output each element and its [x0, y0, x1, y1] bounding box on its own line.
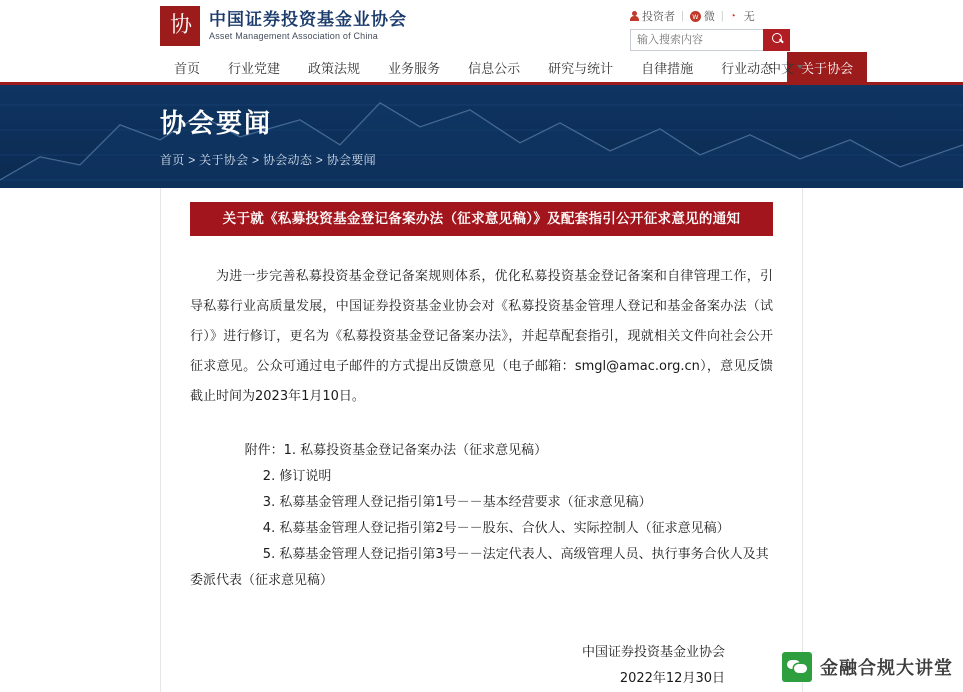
page-body [0, 188, 963, 692]
nav-item-industry-news[interactable]: 行业动态 [721, 60, 774, 76]
header-link-wifi-label: 无 [743, 11, 755, 23]
attachment-item-1[interactable]: 附件：1. 私募投资基金登记备案办法（征求意见稿） [244, 443, 548, 458]
site-logo[interactable] [160, 6, 407, 46]
language-selector[interactable] [768, 52, 803, 82]
watermark-badge [782, 650, 953, 684]
page-title: 协会要闻 [160, 108, 273, 138]
article-paragraph: 为进一步完善私募投资基金登记备案规则体系，优化私募投资基金登记备案和自律管理工作，引导私募行业高质量发展，中国证券投资基金业协会对《私募投资基金管理人登记和基金备案办法（试行）》进行修订，更名为《私募投资基金登记备案办法》，并起草配套指引，现就相关文件向社会公开征求意见。公众可通过电子邮件的方式提出反馈意见（电子邮箱：smgl@amac.org.cn），意见反馈截止时间为2023年1月10日。 [190, 269, 773, 404]
signature-organization: 中国证券投资基金业协会 [581, 645, 725, 660]
header-link-divider-2: | [720, 10, 724, 22]
wifi-icon: ◔ [729, 10, 736, 22]
breadcrumb[interactable]: 首页 > 关于协会 > 协会动态 > 协会要闻 [160, 153, 376, 167]
header-links [630, 8, 790, 24]
search-icon [772, 33, 782, 43]
attachment-item-5[interactable]: 5. 私募基金管理人登记指引第3号－－法定代表人、高级管理人员、执行事务合伙人及其 [262, 547, 769, 562]
wechat-icon [782, 652, 812, 682]
main-navigation [0, 52, 963, 85]
search-input[interactable] [630, 29, 763, 51]
left-margin-strip [0, 188, 161, 692]
right-margin-strip [802, 188, 963, 692]
attachment-item-3[interactable]: 3. 私募基金管理人登记指引第1号－－基本经营要求（征求意见稿） [262, 495, 652, 510]
nav-item-services[interactable]: 业务服务 [388, 60, 441, 76]
nav-item-party-building[interactable]: 行业党建 [228, 60, 281, 76]
watermark-label: 金融合规大讲堂 [820, 658, 953, 679]
nav-item-research[interactable]: 研究与统计 [548, 60, 614, 76]
nav-items [160, 52, 867, 82]
article-body [190, 262, 773, 412]
header-link-wifi[interactable] [730, 8, 755, 24]
header-utility-area [630, 8, 790, 51]
logo-title-en: Asset Management Association of China [209, 31, 378, 41]
logo-title-cn: 中国证券投资基金业协会 [209, 10, 407, 29]
header-link-investor-label: 投资者 [642, 11, 675, 23]
search-button[interactable] [763, 29, 790, 51]
logo-text-block [209, 10, 407, 42]
attachment-item-5-continuation[interactable]: 委派代表（征求意见稿） [190, 573, 334, 588]
signature-date: 2022年12月30日 [619, 671, 725, 686]
person-icon [630, 11, 639, 21]
banner-content [160, 85, 963, 168]
header-link-weibo-label: 微 [703, 11, 715, 23]
attachment-list [190, 438, 773, 594]
header-link-investor[interactable] [630, 8, 675, 24]
weibo-icon: w [690, 11, 701, 22]
nav-item-policies[interactable]: 政策法规 [308, 60, 361, 76]
nav-item-about[interactable]: 关于协会 [787, 52, 867, 82]
nav-item-self-discipline[interactable]: 自律措施 [641, 60, 694, 76]
page-banner [0, 85, 963, 188]
header-link-divider-1: | [681, 10, 684, 22]
attachment-item-2[interactable]: 2. 修订说明 [262, 469, 332, 484]
article-signature [190, 640, 773, 692]
chevron-down-icon [797, 65, 803, 69]
attachment-item-4[interactable]: 4. 私募基金管理人登记指引第2号－－股东、合伙人、实际控制人（征求意见稿） [262, 521, 730, 536]
search-area [630, 29, 790, 51]
language-selector-label: 中文 [767, 60, 794, 76]
article-container [160, 188, 803, 692]
nav-item-disclosure[interactable]: 信息公示 [468, 60, 521, 76]
site-header [0, 0, 963, 52]
header-link-weibo[interactable] [690, 8, 715, 24]
article-title: 关于就《私募投资基金登记备案办法（征求意见稿）》及配套指引公开征求意见的通知 [190, 202, 773, 236]
association-logo-icon: 协 [160, 6, 200, 46]
nav-item-home[interactable]: 首页 [174, 60, 201, 76]
